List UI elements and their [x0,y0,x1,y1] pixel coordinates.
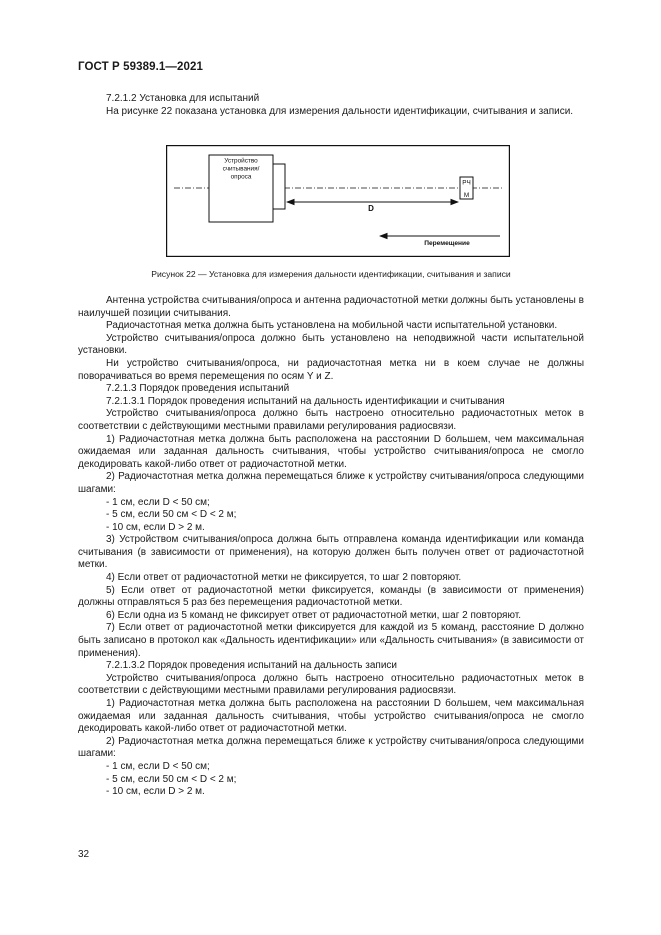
paragraph: 7.2.1.2 Установка для испытаний [106,93,260,104]
page-number: 32 [78,849,90,860]
paragraph: На рисунке 22 показана установка для измерения дальности идентификации, считывания и записи. [106,105,574,117]
paragraph: 1) Радиочастотная метка должна быть расположена на расстоянии D большем, чем максимальная ожидаемая или заданная дальность считывания, чтобы устройство считывания/опроса не смогло декодировать какой-либо ответ от радиочастотной метки. [78,433,584,470]
reader-antenna [273,164,285,209]
paragraph: 4) Если ответ от радиочастотной метки не фиксируется, то шаг 2 повторяют. [106,572,462,584]
setup-diagram [166,145,510,257]
tag-label-line1: РЧ [462,179,471,187]
paragraph: Ни устройство считывания/опроса, ни радиочастотная метка ни в коем случае не должны поворачиваться во время перемещения по осям Y и Z. [78,357,584,382]
paragraph: 7) Если ответ от радиочастотной метки фиксируется для каждой из 5 команд, расстояние D должно быть записано в протокол как «Дальность идентификации» или «Дальность считывания» (в зависимости от применения). [78,622,584,659]
paragraph: 5) Если ответ от радиочастотной метки фиксируется, команды (в зависимости от применения) должны отправляться 5 раз без перемещения радиочастотной метки. [78,584,584,609]
reader-label-line1: Устройство [224,157,258,165]
list-item: - 10 см, если D > 2 м. [106,521,205,533]
paragraph: 7.2.1.3.2 Порядок проведения испытаний на дальность записи [106,660,398,672]
document-header: ГОСТ Р 59389.1—2021 [78,61,203,73]
movement-label: Перемещение [424,240,470,247]
section-test-setup [78,93,584,118]
list-item: - 5 см, если 50 см < D < 2 м; [106,773,237,785]
paragraph: 6) Если одна из 5 команд не фиксирует ответ от радиочастотной метки, шаг 2 повторяют. [106,609,521,621]
paragraph: Радиочастотная метка должна быть установлена на мобильной части испытательной установки. [106,320,558,332]
list-item: - 1 см, если D < 50 см; [106,760,210,772]
section-test-procedure [78,295,584,799]
list-item: - 10 см, если D > 2 м. [106,786,205,798]
reader-label-line2: считывания/ [222,165,260,173]
paragraph: Устройство считывания/опроса должно быть настроено относительно радиочастотных меток в соответствии с действующими местными правилами регулирования радиосвязи. [78,408,584,432]
figure-caption: Рисунок 22 — Установка для измерения дальности идентификации, считывания и записи [151,269,511,279]
paragraph: Устройство считывания/опроса должно быть установлено на неподвижной части испытательной установки. [78,332,584,357]
list-item: - 1 см, если D < 50 см; [106,496,210,508]
tag-label-line2: М [463,192,470,199]
paragraph: Антенна устройства считывания/опроса и антенна радиочастотной метки должны быть установлены в наилучшей позиции считывания. [78,295,584,319]
list-item: - 5 см, если 50 см < D < 2 м; [106,509,237,521]
paragraph: 7.2.1.3.1 Порядок проведения испытаний на дальность идентификации и считывания [106,395,505,407]
paragraph: 3) Устройством считывания/опроса должна быть отправлена команда идентификации или команда считывания (в зависимости от применения), на которую должен быть получен ответ от радиочастотной метки. [78,534,584,571]
paragraph: 7.2.1.3 Порядок проведения испытаний [106,383,290,395]
reader-label-line3: опроса [230,173,252,181]
paragraph: 1) Радиочастотная метка должна быть расположена на расстоянии D большем, чем максимальная ожидаемая или заданная дальность считывания, чтобы устройство считывания/опроса не смогло декодировать какой-либо ответ от радиочастотной метки. [78,698,584,735]
paragraph: Устройство считывания/опроса должно быть настроено относительно радиочастотных меток в соответствии с действующими местными правилами регулирования радиосвязи. [78,672,584,697]
paragraph: 2) Радиочастотная метка должна перемещаться ближе к устройству считывания/опроса следующими шагами: [78,471,584,495]
paragraph: 2) Радиочастотная метка должна перемещаться ближе к устройству считывания/опроса следующими шагами: [78,735,584,760]
distance-label: D [368,204,374,213]
